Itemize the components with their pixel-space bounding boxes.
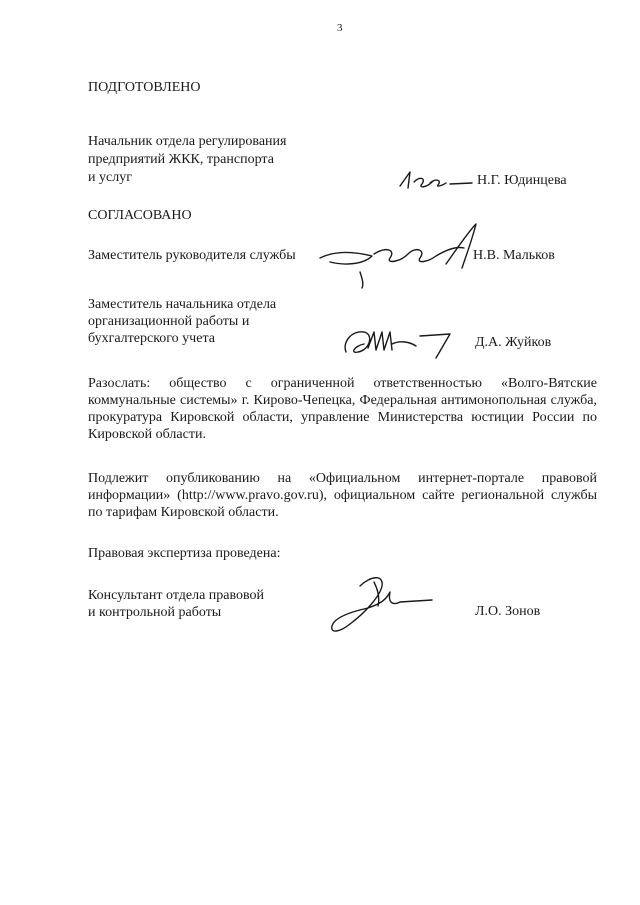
prepared-position-line: Начальник отдела регулирования: [88, 134, 287, 149]
agreed-signer-2-position: организационной работы и: [88, 314, 250, 329]
agreed-heading: СОГЛАСОВАНО: [88, 208, 192, 223]
distribution-paragraph: Разослать: общество с ограниченной ответственностью «Волго-Вятские коммунальные системы» г. Кирово-Чепецка, Федеральная антимонопольная служба, прокуратура Кировской области, управление Министерства юстиции России по Кировской области.: [88, 376, 597, 442]
prepared-position-line: и услуг: [88, 170, 132, 185]
prepared-name: Н.Г. Юдинцева: [477, 173, 567, 188]
agreed-signer-1-name: Н.В. Мальков: [473, 248, 555, 263]
agreed-signer-2-name: Д.А. Жуйков: [475, 335, 552, 350]
legal-review-name: Л.О. Зонов: [475, 604, 541, 619]
signature-zonov: [320, 572, 440, 642]
prepared-heading: ПОДГОТОВЛЕНО: [88, 80, 201, 95]
publication-paragraph: Подлежит опубликованию на «Официальном интернет-портале правовой информации» (http://www.pravo.gov.ru), официальном сайте региональной службы по тарифам Кировской области.: [88, 471, 597, 520]
legal-review-position: и контрольной работы: [88, 605, 222, 620]
agreed-signer-1-position: Заместитель руководителя службы: [88, 248, 296, 263]
prepared-position-line: предприятий ЖКК, транспорта: [88, 152, 274, 167]
agreed-signer-2-position: бухгалтерского учета: [88, 331, 215, 346]
signature-malkov: [316, 220, 486, 290]
page-number: 3: [337, 22, 343, 34]
legal-review-heading: Правовая экспертиза проведена:: [88, 546, 281, 561]
legal-review-position: Консультант отдела правовой: [88, 588, 265, 603]
signature-yudintseva: [396, 166, 476, 196]
signature-zhuykov: [340, 322, 460, 362]
agreed-signer-2-position: Заместитель начальника отдела: [88, 297, 277, 312]
